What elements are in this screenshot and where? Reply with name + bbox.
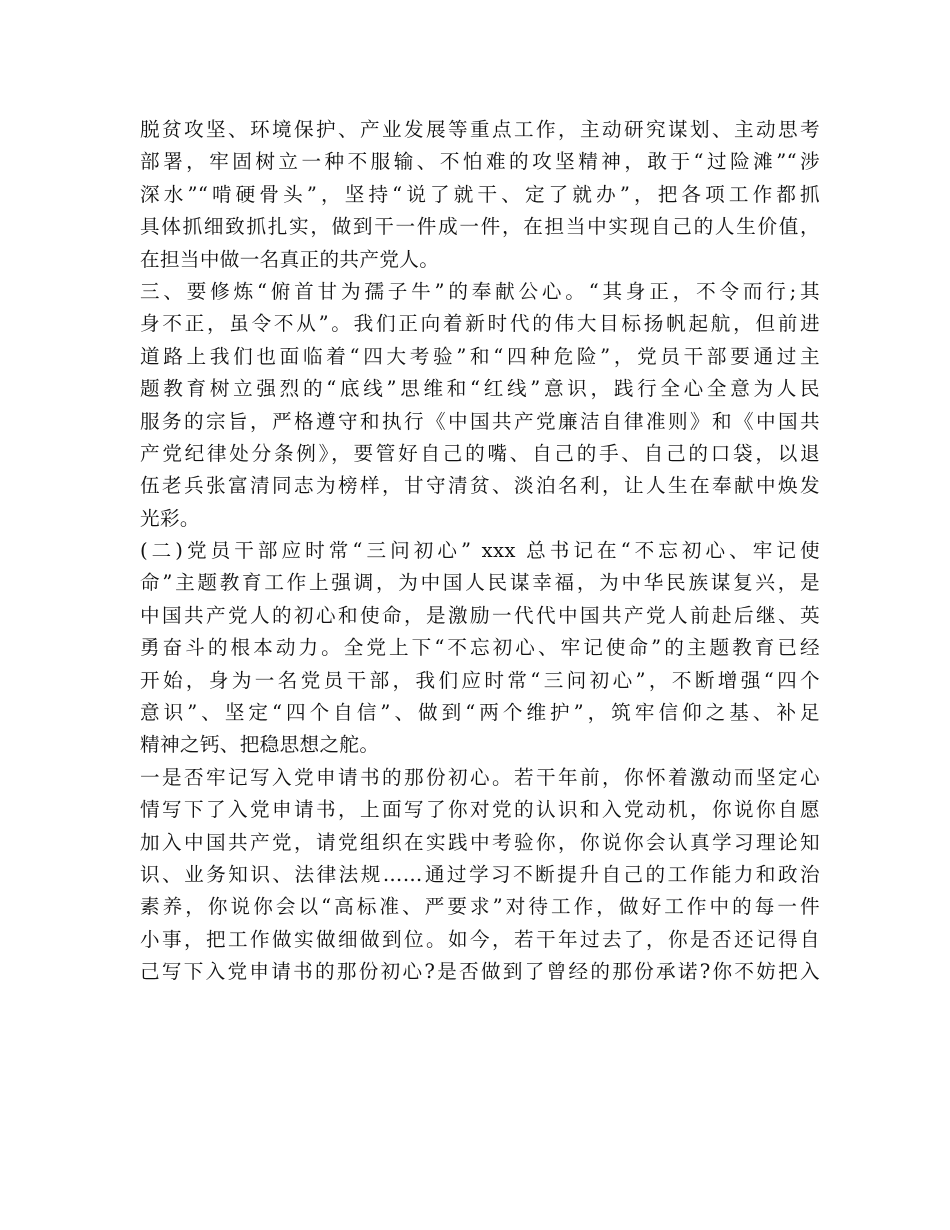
text-line: (二)党员干部应时常“三问初心” xxx 总书记在“不忘初心、牢记使 xyxy=(140,539,820,563)
text-line: 中国共产党人的初心和使命，是激励一代代中国共产党人前赴后继、英 xyxy=(140,603,820,627)
text-line: 具体抓细致抓扎实，做到干一件成一件，在担当中实现自己的人生价值， xyxy=(140,215,820,239)
text-line: 服务的宗旨，严格遵守和执行《中国共产党廉洁自律准则》和《中国共 xyxy=(140,409,820,433)
text-line: 意识”、坚定“四个自信”、做到“两个维护”，筑牢信仰之基、补足 xyxy=(140,701,820,725)
text-line: 开始，身为一名党员干部，我们应时常“三问初心”，不断增强“四个 xyxy=(140,668,820,692)
text-line: 命”主题教育工作上强调，为中国人民谋幸福，为中华民族谋复兴，是 xyxy=(140,571,820,595)
text-line: 精神之钙、把稳思想之舵。 xyxy=(140,733,380,757)
text-line: 识、业务知识、法律法规……通过学习不断提升自己的工作能力和政治 xyxy=(140,862,820,886)
text-line: 产党纪律处分条例》，要管好自己的嘴、自己的手、自己的口袋，以退 xyxy=(140,441,820,465)
text-line: 勇奋斗的根本动力。全党上下“不忘初心、牢记使命”的主题教育已经 xyxy=(140,636,820,660)
text-line: 加入中国共产党，请党组织在实践中考验你，你说你会认真学习理论知 xyxy=(140,830,820,854)
text-line: 在担当中做一名真正的共产党人。 xyxy=(140,247,440,271)
text-line: 光彩。 xyxy=(140,506,200,530)
text-line: 深水”“啃硬骨头”，坚持“说了就干、定了就办”，把各项工作都抓 xyxy=(140,182,820,206)
text-line: 脱贫攻坚、环境保护、产业发展等重点工作，主动研究谋划、主动思考 xyxy=(140,118,820,141)
text-line: 己写下入党申请书的那份初心?是否做到了曾经的那份承诺?你不妨把入 xyxy=(140,960,820,984)
text-line: 三、要修炼“俯首甘为孺子牛”的奉献公心。“其身正，不令而行;其 xyxy=(140,279,820,303)
text-line: 一是否牢记写入党申请书的那份初心。若干年前，你怀着激动而坚定心 xyxy=(140,765,820,789)
text-line: 素养，你说你会以“高标准、严要求”对待工作，做好工作中的每一件 xyxy=(140,895,820,919)
text-line: 身不正，虽令不从”。我们正向着新时代的伟大目标扬帆起航，但前进 xyxy=(140,312,820,336)
text-line: 小事，把工作做实做细做到位。如今，若干年过去了，你是否还记得自 xyxy=(140,927,820,951)
text-line: 部署，牢固树立一种不服输、不怕难的攻坚精神，敢于“过险滩”“涉 xyxy=(140,150,820,174)
text-line: 道路上我们也面临着“四大考验”和“四种危险”，党员干部要通过主 xyxy=(140,344,820,368)
text-line: 题教育树立强烈的“底线”思维和“红线”意识，践行全心全意为人民 xyxy=(140,377,820,401)
text-line: 情写下了入党申请书，上面写了你对党的认识和入党动机，你说你自愿 xyxy=(140,798,820,822)
body-text xyxy=(140,114,820,989)
text-line: 伍老兵张富清同志为榜样，甘守清贫、淡泊名利，让人生在奉献中焕发 xyxy=(140,474,820,498)
